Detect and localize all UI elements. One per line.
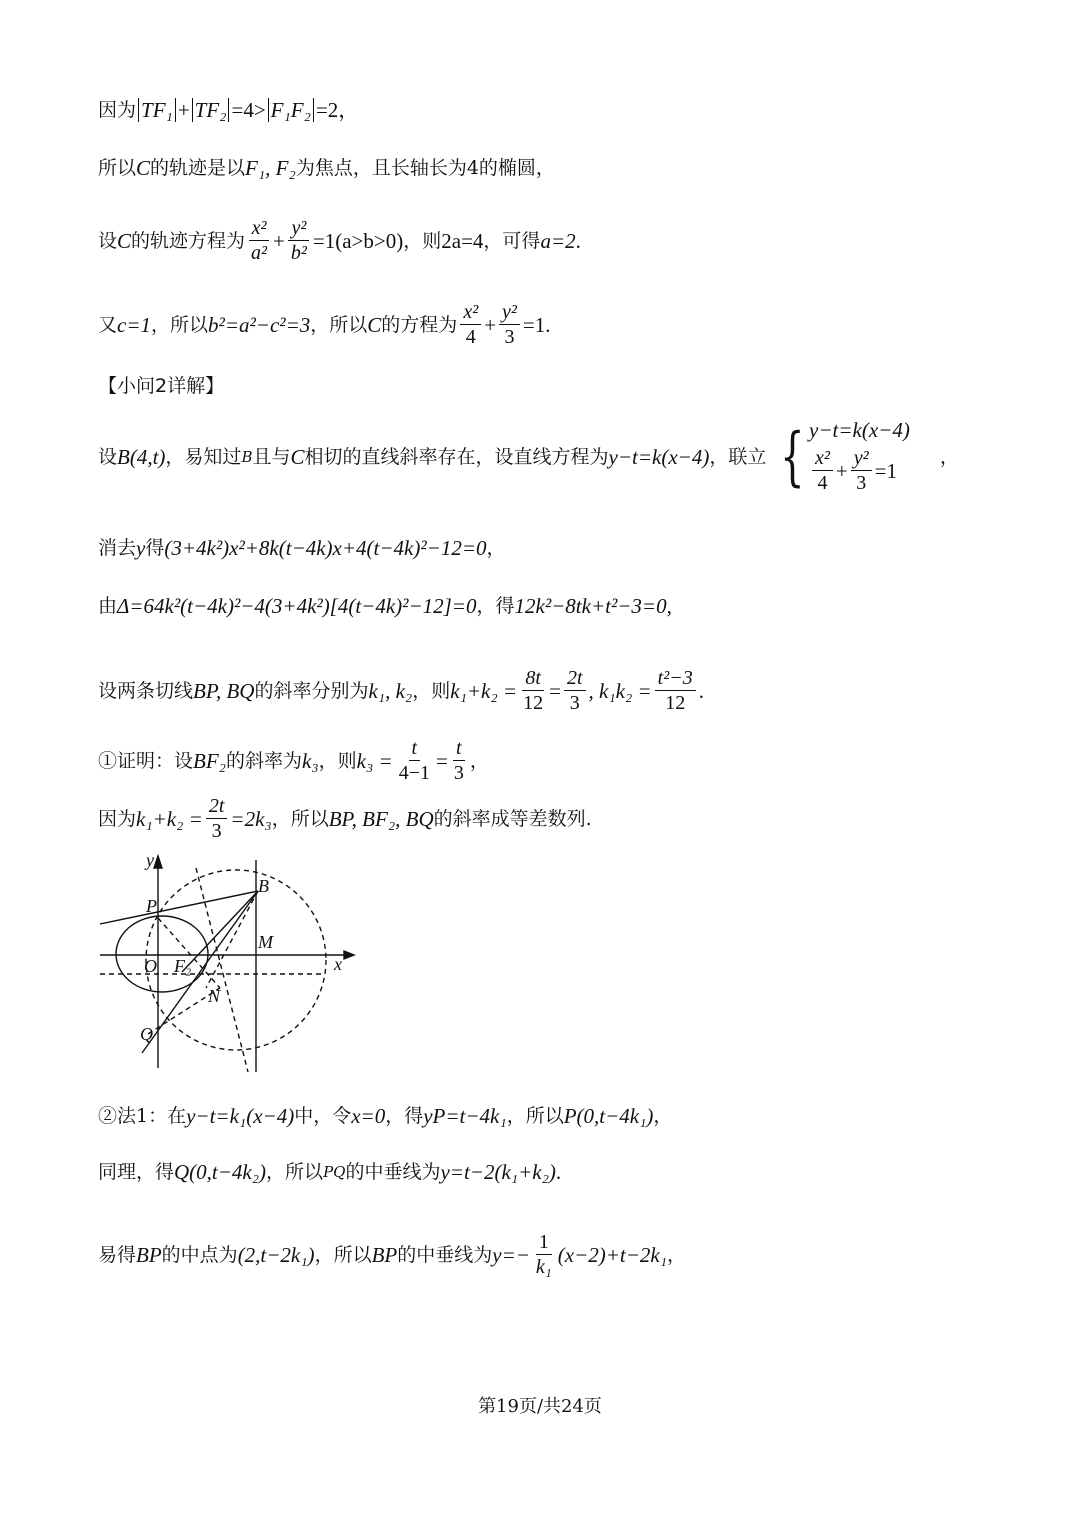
label-n: N [208,986,221,1006]
text-line-7: 消去 y 得 (3+4k²)x²+8k(t−4k)x+4(t−4k)²−12=0 ， [98,536,506,560]
text-line-4: 又 c=1 ，所以 b²=a²−c²=3 ，所以 C 的方程为 $\frac{\text{x²}}{4}$ + $\frac{\text{y²}}{3}$ =1. [98,301,551,348]
text-line-13: 同理，得 Q(0,t−4k₂) ，所以 PQ 的中垂线为 y=t−2(k₁+k₂) . [98,1160,562,1184]
text-line-11: 因为 k₁+k₂ = $\frac{2t}{3}$ =2k₃ ，所以 BP, BF₂, BQ 的斜率成等差数列. [98,795,592,842]
label-y: y [146,850,154,870]
fraction-2t-3b: $\frac{2t}{3}$ [206,794,228,843]
fraction-x2-a2: $\frac{\text{x²}}{\text{a²}}$ [248,216,270,265]
subquestion-2-header: 【小问2详解】 [98,375,225,397]
label-f2: F₂ [174,956,192,976]
fraction-t-3: $\frac{t}{3}$ [453,737,464,784]
fraction-y2-b2: $\frac{\text{y²}}{\text{b²}}$ [288,216,310,265]
fraction-1-k1: $\frac{1}{\text{k₁}}$ [535,1231,552,1278]
math-tf2: TF₂ [192,98,230,122]
label-x: x [334,954,342,974]
math-tf1: TF₁ [138,98,176,122]
x-axis-arrow-icon [344,951,354,959]
math-f1f2: F₁F₂ [268,98,314,122]
label-o: O [144,956,157,976]
label-p: P [146,896,157,916]
label-q: Q [140,1024,153,1044]
text-line-2: 所以 C 的轨迹是以 F₁, F₂ 为焦点，且长轴长为4的椭圆， [98,156,555,180]
dashed-pn [158,918,220,988]
fraction-8t-12: $\frac{8t}{12}$ [523,667,544,714]
text-line-3: 设 C 的轨迹方程为 $\frac{\text{x²}}{\text{a²}}$ + $\frac{\text{y²}}{\text{b²}}$ =1(a>b>0) ，则 2a=4 ，可得 a=2 . [98,217,581,264]
text-line-10: ①证明：设 BF₂ 的斜率为 k₃ ，则 k₃ = $\frac{t}{4-1}$ = $\frac{t}{3}$ ， [98,737,489,784]
text-line-1: 因为 TF₁ + TF₂ =4> F₁F₂ =2， [98,98,360,122]
fraction-2t-3: $\frac{2t}{3}$ [564,666,586,715]
text-line-12: ②法1：在 y−t=k₁(x−4) 中，令 x=0 ，得 yP=t−4k₁ ，所以 P(0,t−4k₁) ， [98,1104,673,1128]
label-m: M [258,932,273,952]
text-line-14: 易得 BP 的中点为 (2,t−2k₁) ，所以 BP 的中垂线为 y=− $\frac{1}{\text{k₁}}$ (x−2)+t−2k₁ ， [98,1231,687,1278]
page-number: 第19页/共24页 [478,1396,602,1417]
left-brace-icon: { [780,419,805,494]
fraction-t-4m1: $\frac{t}{4-1}$ [398,737,430,784]
y-axis-arrow-icon [154,856,162,868]
fraction-x2-4: $\frac{\text{x²}}{4}$ [460,300,481,349]
text-line-9: 设两条切线 BP, BQ 的斜率分别为 k₁, k₂ ，则 k₁+k₂ = $\frac{8t}{12}$ = $\frac{2t}{3}$ , k₁k₂ = $\frac{\text{t²−3}}{12}$ . [98,667,704,714]
tangent-bq [142,891,258,1053]
geometry-figure [96,848,356,1078]
text-line-6: 设 B(4,t) ，易知过 B 且与 C 相切的直线斜率存在，设直线方程为 y−t=k(x−4) ，联立 { y−t=k(x−4) $\frac{\text{x²}}{4}$ + $\frac{\text{y²}}{3}$ =1 ， [98,418,959,494]
label-b: B [258,876,269,896]
fraction-t2m3-12: $\frac{\text{t²−3}}{12}$ [655,666,696,715]
equation-system: { y−t=k(x−4) $\frac{\text{x²}}{4}$ + $\frac{\text{y²}}{3}$ =1 [780,418,910,494]
fraction-y2-3: $\frac{\text{y²}}{3}$ [499,300,520,349]
text-line-8: 由 Δ=64k²(t−4k)²−4(3+4k²)[4(t−4k)²−12]=0 ，得 12k²−8tk+t²−3=0, [98,594,672,618]
dashed-circle [146,870,326,1050]
